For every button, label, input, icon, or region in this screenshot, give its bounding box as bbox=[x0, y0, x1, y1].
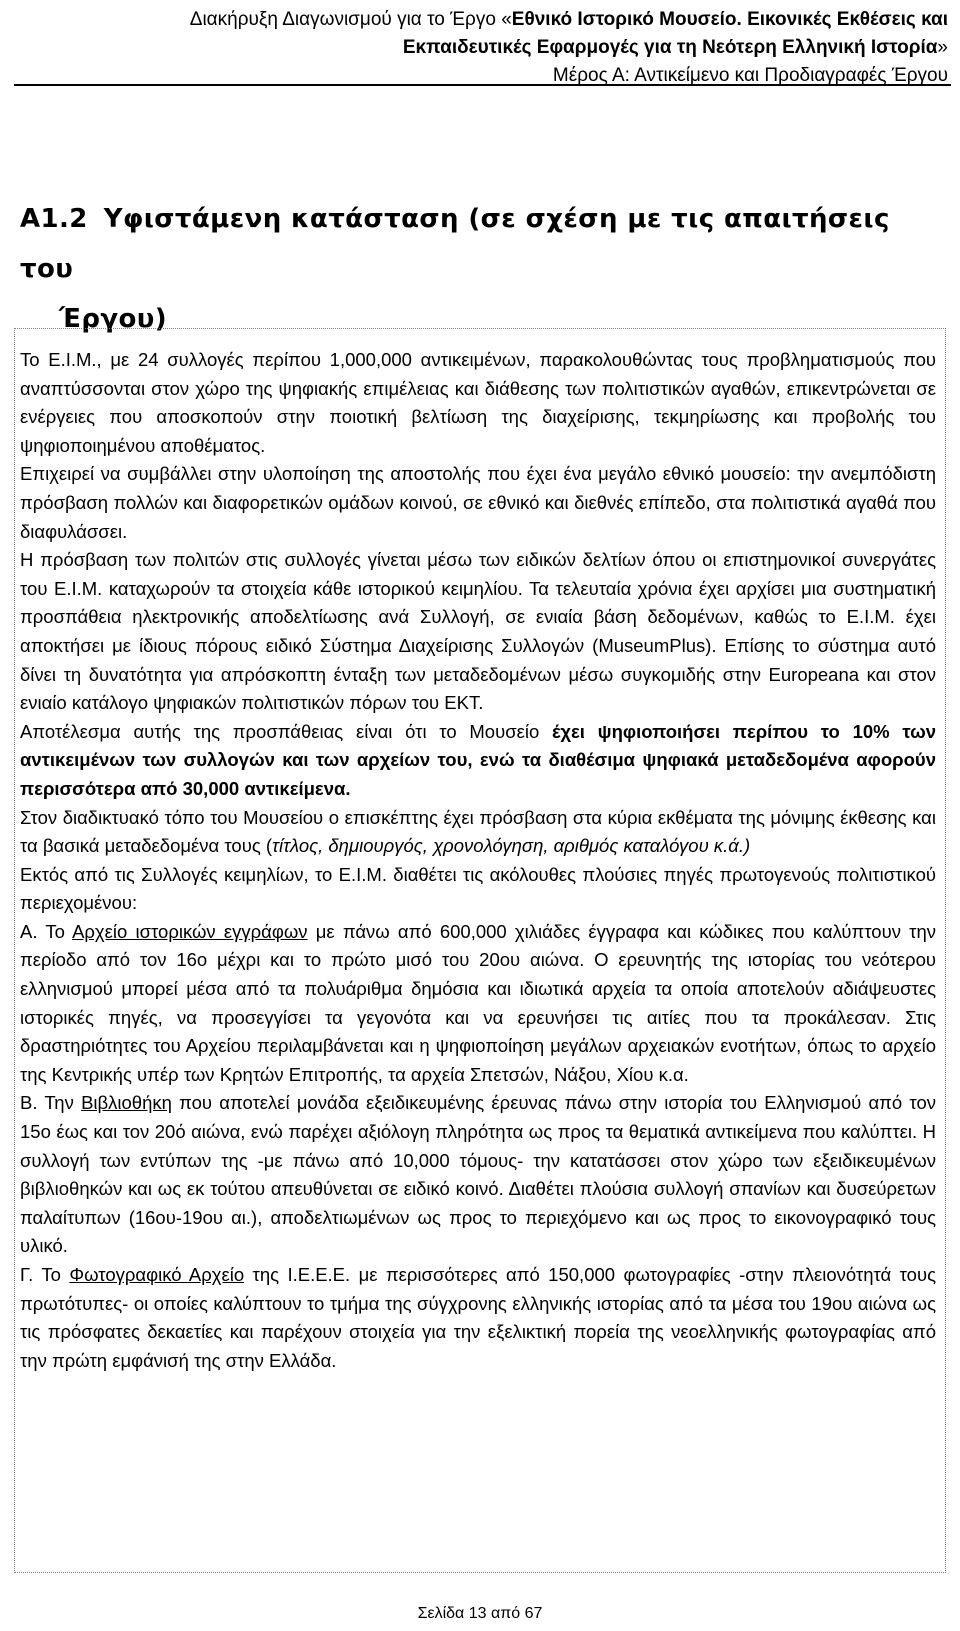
photo-archive-prefix: Γ. Το bbox=[20, 1264, 70, 1285]
header-suffix: » bbox=[937, 37, 948, 58]
section-heading-line-1 bbox=[20, 194, 920, 294]
library-prefix: Β. Την bbox=[20, 1092, 82, 1114]
header-line-2 bbox=[12, 34, 948, 62]
paragraph-intro: Το Ε.Ι.Μ., με 24 συλλογές περίπου 1,000,000 αντικειμένων, παρακολουθώντας τους προβληματισμούς που αναπτύσσονται στον χώρο της ψηφιακής επιμέλειας και διάθεσης των πολιτιστικών αγαθών, επικεντρώνεται σε ενέργειες που αποσκοπούν στην ποιοτική βελτίωση της διαχείρισης, τεκμηρίωσης και προβολής του ψηφιοποιημένου αποθέματος. bbox=[20, 349, 936, 456]
project-title-part-1: Εθνικό Ιστορικό Μουσείο. Εικονικές Εκθέσεις και bbox=[511, 9, 948, 30]
paragraph-access: Η πρόσβαση των πολιτών στις συλλογές γίνεται μέσω των ειδικών δελτίων όπου οι επιστημονικοί συνεργάτες του Ε.Ι.Μ. καταχωρούν τα στοιχεία κάθε ιστορικού κειμηλίου. Τα τελευταία χρόνια έχει αρχίσει μια συστηματική προσπάθεια ηλεκτρονικής αποδελτίωσης ανά Συλλογή, σε ενιαία βάση δεδομένων, καθώς το Ε.Ι.Μ. έχει αποκτήσει με ίδιους πόρους ειδικό Σύστημα Διαχείρισης Συλλογών (MuseumPlus). Επίσης το σύστημα αυτό δίνει τη δυνατότητα για απρόσκοπτη ένταξη των μεταδεδομένων μέσω συγκομιδής στην Europeana και στον ενιαίο κατάλογο ψηφιακών πολιτιστικών πόρων του ΕΚΤ. bbox=[20, 549, 936, 714]
section-title-text-1: Υφιστάμενη κατάσταση (σε σχέση με τις απαιτήσεις του bbox=[20, 204, 890, 284]
website-metadata-list: τίτλος, δημιουργός, χρονολόγηση, αριθμός καταλόγου κ.ά.) bbox=[272, 835, 751, 857]
page-header bbox=[12, 6, 948, 90]
paragraph-library bbox=[20, 1089, 936, 1261]
paragraph-mission: Επιχειρεί να συμβάλλει στην υλοποίηση της αποστολής που έχει ένα μεγάλο εθνικό μουσείο: την ανεμπόδιστη πρόσβαση πολλών και διαφορετικών ομάδων κοινού, σε εθνικό και διεθνές επίπεδο, στα πολιτιστικά αγαθά που διαφυλάσσει. bbox=[20, 463, 936, 542]
archive-text: με πάνω από 600,000 χιλιάδες έγγραφα και κώδικες που καλύπτουν την περίοδο από τον 16ο μέχρι και το πρώτο μισό του 20ου αιώνα. Ο ερευνητής της ιστορίας του νεότερου ελληνισμού μπορεί μέσα από τα πολυάριθμα δημόσια και ιδιωτικά αρχεία τα οποία αποτελούν αδιάψευστες ιστορικές πηγές, να προσεγγίσει τα γεγονότα και να ερευνήσει τις αιτίες που τα προκάλεσαν. Στις δραστηριότητες του Αρχείου περιλαμβάνεται και η ψηφιοποίηση μεγάλων αρχειακών ενοτήτων, όπως το αρχείο της Κεντρικής υπέρ των Κρητών Επιτροπής, τα αρχεία Σπετσών, Νάξου, Χίου κ.α. bbox=[20, 920, 936, 1085]
body-text bbox=[20, 346, 936, 1375]
page-number: Σελίδα 13 από 67 bbox=[417, 1605, 543, 1622]
project-title-part-2: Εκπαιδευτικές Εφαρμογές για τη Νεότερη Ελληνική Ιστορία bbox=[402, 37, 938, 58]
header-line-3: Μέρος Α: Αντικείμενο και Προδιαγραφές Έργου bbox=[552, 65, 948, 86]
section-title-text-2: Έργου) bbox=[59, 304, 168, 334]
paragraph-website bbox=[20, 804, 936, 861]
result-highlight: έχει ψηφιοποιήσει περίπου το 10% των αντικειμένων των συλλογών και των αρχείων του, ενώ τα διαθέσιμα ψηφιακά μεταδεδομένα αφορούν περισσότερα από 30,000 αντικείμενα. bbox=[20, 720, 936, 799]
photo-archive-link: Φωτογραφικό Αρχείο bbox=[69, 1264, 245, 1285]
header-prefix: Διακήρυξη Διαγωνισμού για το Έργο « bbox=[189, 9, 512, 30]
paragraph-result bbox=[20, 718, 936, 804]
header-divider bbox=[14, 84, 951, 86]
result-text: Αποτέλεσμα αυτής της προσπάθειας είναι ότι το Μουσείο bbox=[20, 720, 553, 742]
archive-link: Αρχείο ιστορικών εγγράφων bbox=[72, 920, 308, 942]
archive-prefix: Α. Το bbox=[20, 920, 73, 942]
library-text: που αποτελεί μονάδα εξειδικευμένης έρευνας πάνω στην ιστορία του Ελληνισμού από τον 15ο έως και τον 20ό αιώνα, ενώ παρέχει αξιόλογη πληρότητα ως προς τα θεματικά αντικείμενα που καλύπτει. Η συλλογή των εντύπων της -με πάνω από 10,000 τόμους- την κατατάσσει στον χώρο των εξειδικευμένων βιβλιοθηκών και ως εκ τούτου απευθύνεται σε ειδικό κοινό. Διαθέτει πλούσια συλλογή σπανίων και δυσεύρετων παλαίτυπων (16ου-19ου αι.), αποδελτιωμένων ως προς το περιεχόμενο και ως προς το εικονογραφικό τους υλικό. bbox=[20, 1092, 936, 1257]
paragraph-photo-archive bbox=[20, 1261, 936, 1375]
library-link: Βιβλιοθήκη bbox=[81, 1092, 172, 1114]
section-heading bbox=[20, 194, 920, 344]
photo-archive-text: της Ι.Ε.Ε.Ε. με περισσότερες από 150,000 φωτογραφίες -στην πλειονότητά τους πρωτότυπες- οι οποίες καλύπτουν το τμήμα της σύγχρονης ελληνικής ιστορίας από τα μέσα του 19ου αιώνα ως τις πρόσφατες δεκαετίες και παρέχουν στοιχεία για την εξελικτική πορεία της νεοελληνικής φωτογραφίας από την πρώτη εμφάνισή της στην Ελλάδα. bbox=[20, 1264, 936, 1371]
header-line-1 bbox=[12, 6, 948, 34]
paragraph-sources: Εκτός από τις Συλλογές κειμηλίων, το Ε.Ι.Μ. διαθέτει τις ακόλουθες πλούσιες πηγές πρωτογενούς πολιτιστικού περιεχομένου: bbox=[20, 863, 936, 914]
paragraph-archive bbox=[20, 918, 936, 1090]
website-text: Στον διαδικτυακό τόπο του Μουσείου ο επισκέπτης έχει πρόσβαση στα κύρια εκθέματα της μόνιμης έκθεσης και τα βασικά μεταδεδομένα τους ( bbox=[20, 806, 936, 857]
section-number: Α1.2 bbox=[20, 204, 88, 234]
